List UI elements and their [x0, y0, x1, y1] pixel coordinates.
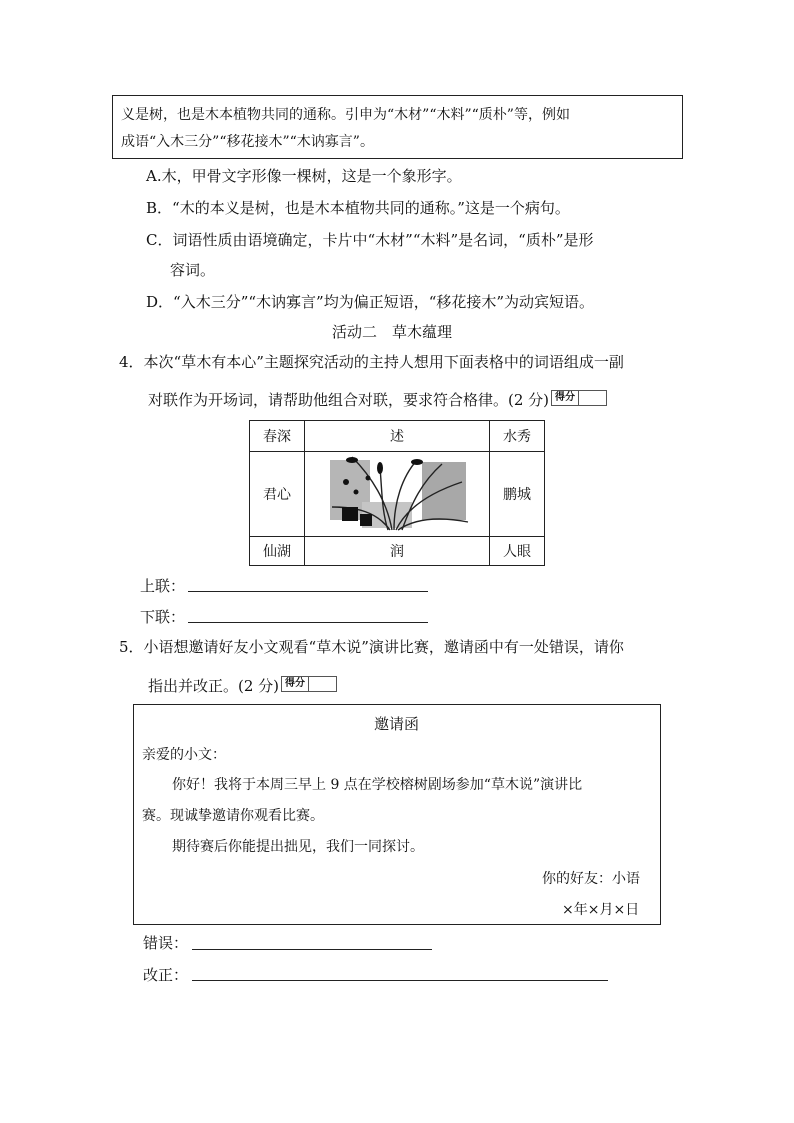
option-c-line-2: 容词。	[170, 261, 216, 279]
cell-r3c1: 仙湖	[250, 537, 305, 566]
cell-r1c3: 水秀	[490, 421, 545, 452]
invitation-letter	[133, 704, 661, 925]
option-b: B．“木的本义是树，也是木本植物共同的通称。”这是一个病句。	[146, 199, 570, 217]
cell-r3c3: 人眼	[490, 537, 545, 566]
q5-line-1: 5．小语想邀请好友小文观看“草木说”演讲比赛，邀请函中有一处错误，请你	[119, 638, 624, 656]
q4-line-2-text: 对联作为开场词，请帮助他组合对联，要求符合格律。(2 分)	[148, 391, 550, 409]
definition-card	[112, 95, 683, 159]
couplet-table	[249, 420, 545, 566]
card-line-1: 义是树，也是木本植物共同的通称。引申为“木材”“木料”“质朴”等，例如	[121, 107, 570, 123]
grass-illustration	[305, 452, 490, 537]
q5-line-2-text: 指出并改正。(2 分)	[148, 677, 280, 695]
letter-signature: 你的好友：小语	[542, 871, 640, 887]
option-a: A.木，甲骨文字形像一棵树，这是一个象形字。	[146, 167, 462, 185]
q4-line-1: 4．本次“草木有本心”主题探究活动的主持人想用下面表格中的词语组成一副	[119, 353, 624, 371]
lower-couplet-answer-line[interactable]	[188, 622, 428, 623]
cell-r2c3: 鹏城	[490, 452, 545, 537]
cell-r3c2: 润	[305, 537, 490, 566]
section-title: 活动二 草木蕴理	[332, 323, 453, 341]
error-label: 错误：	[143, 934, 189, 952]
fix-label: 改正：	[143, 966, 189, 984]
grass-illustration-svg	[322, 452, 472, 532]
letter-greeting: 亲爱的小文：	[142, 747, 226, 763]
q4-score-box	[551, 390, 607, 406]
option-d: D．“入木三分”“木讷寡言”均为偏正短语，“移花接木”为动宾短语。	[146, 293, 595, 311]
cell-r1c1: 春深	[250, 421, 305, 452]
cell-r2c1: 君心	[250, 452, 305, 537]
q5-score-box	[281, 676, 337, 692]
q4-line-2	[148, 390, 607, 410]
letter-body-2: 赛。现诚挚邀请你观看比赛。	[142, 808, 324, 824]
letter-body-3: 期待赛后你能提出拙见，我们一同探讨。	[172, 839, 424, 855]
lower-couplet-label: 下联：	[140, 608, 186, 626]
q4-score-label: 得分	[552, 391, 579, 405]
card-line-2: 成语“入木三分”“移花接木”“木讷寡言”。	[121, 134, 374, 150]
option-c-line-1: C．词语性质由语境确定，卡片中“木材”“木料”是名词，“质朴”是形	[146, 231, 594, 249]
q5-score-label: 得分	[282, 677, 309, 691]
cell-r1c2: 述	[305, 421, 490, 452]
letter-title: 邀请函	[374, 715, 420, 733]
upper-couplet-answer-line[interactable]	[188, 591, 428, 592]
letter-body-1: 你好！我将于本周三早上 9 点在学校榕树剧场参加“草木说”演讲比	[172, 777, 583, 793]
q5-line-2	[148, 676, 337, 696]
error-answer-line[interactable]	[192, 949, 432, 950]
fix-answer-line[interactable]	[192, 980, 608, 981]
letter-date: ×年×月×日	[562, 902, 640, 918]
upper-couplet-label: 上联：	[140, 577, 186, 595]
